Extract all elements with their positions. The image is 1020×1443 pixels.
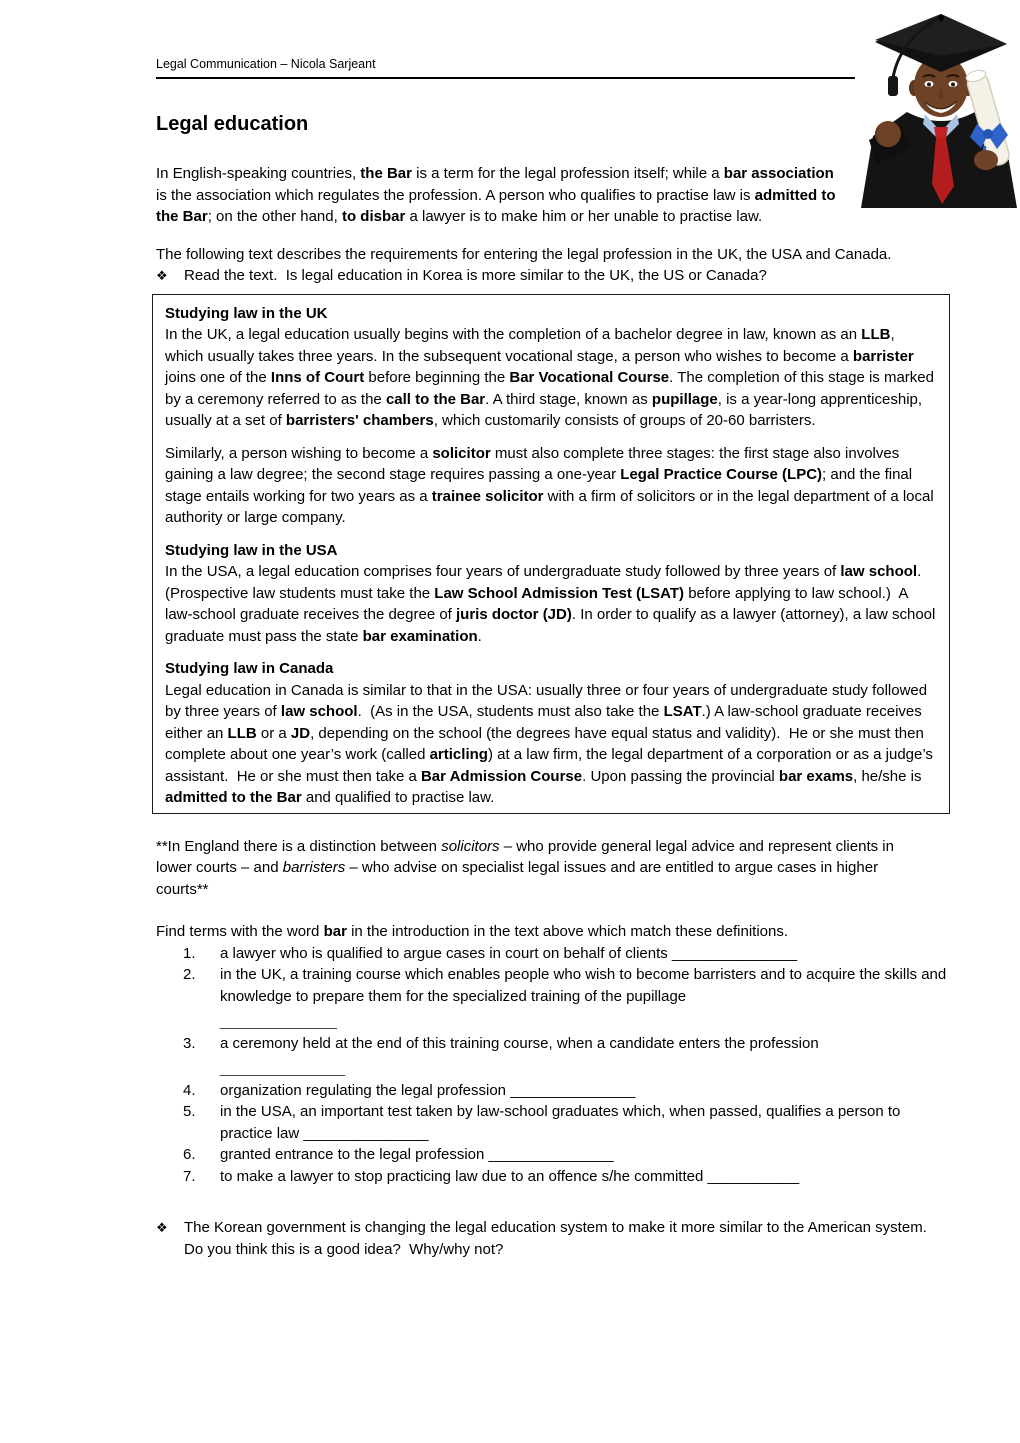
solicitors-barristers-footnote: **In England there is a distinction between solicitors – who provide general legal advice and represent clients in lower courts – and barristers – who advise on specialist legal issues and are entitled to argue cases in higher courts** — [156, 837, 899, 898]
section-paragraph: In the UK, a legal education usually begins with the completion of a bachelor degree in law, known as an LLB, which usually takes three years. In the subsequent vocational stage, a person who wishes to become a barrister joins one of the Inns of Court before beginning the Bar Vocational Course. The completion of this stage is marked by a ceremony referred to as the call to the Bar. A third stage, known as pupillage, is a year-long apprenticeship, usually at a set of barristers' chambers, which customarily consists of groups of 20-60 barristers. — [165, 326, 939, 429]
read-instruction-text: Read the text. Is legal education in Korea is more similar to the UK, the US or Canada? — [184, 267, 767, 284]
reading-text-box — [152, 294, 950, 814]
following-paragraph: The following text describes the requirements for entering the legal profession in the UK, the USA and Canada. — [156, 245, 892, 263]
section-studying-law-uk — [165, 303, 937, 529]
find-terms-instruction: Find terms with the word bar in the introduction in the text above which match these definitions. — [156, 923, 788, 940]
list-number: 6. — [183, 1146, 196, 1163]
korean-question-bullet — [156, 1217, 950, 1260]
section-heading: Studying law in the UK — [165, 304, 328, 322]
diamond-bullet-icon: ❖ — [156, 1220, 168, 1235]
list-item — [156, 964, 950, 1007]
section-paragraph: In the USA, a legal education comprises four years of undergraduate study followed by three years of law school. (Prospective law students must take the Law School Admission Test (LSAT) before applying to law school.) A law-school graduate receives the degree of juris doctor (JD). In order to qualify as a lawyer (attorney), a law school graduate must pass the state bar examination. — [165, 563, 940, 645]
section-studying-law-usa — [165, 540, 940, 648]
page-title: Legal education — [156, 113, 309, 135]
definition-text: organization regulating the legal profession _______________ — [220, 1081, 636, 1099]
page-header — [156, 0, 950, 79]
list-number: 7. — [183, 1167, 196, 1185]
list-item — [156, 1033, 950, 1055]
header-course-title: Legal Communication – Nicola Sarjeant — [156, 57, 376, 71]
list-number: 1. — [183, 944, 196, 962]
intro-paragraph: In English-speaking countries, the Bar is a term for the legal profession itself; while a bar association is the association which regulates the profession. A person who qualifies to practise law is admitted to the Bar; on the other hand, to disbar a lawyer is to make him or her unable to practise law. — [156, 165, 840, 225]
definition-text: granted entrance to the legal profession _______________ — [220, 1146, 614, 1163]
section-paragraph: Legal education in Canada is similar to that in the USA: usually three or four years of undergraduate study followed by three years of law school. (As in the USA, students must also take the LSAT.) A law-school graduate receives either an LLB or a JD, depending on the school (the degrees have equal status and validity). He or she must then complete about one year’s work (called articling) at a law firm, the legal department of a corporation or as a judge’s assistant. He or she must then take a Bar Admission Course. Upon passing the provincial bar exams, he/she is admitted to the Bar and qualified to practise law. — [165, 681, 938, 806]
list-item — [156, 1144, 950, 1166]
definition-text: to make a lawyer to stop practicing law due to an offence s/he committed ___________ — [220, 1167, 800, 1185]
definition-text: in the UK, a training course which enables people who wish to become barristers and to acquire the skills and knowledge to prepare them for the specialized training of the pupillage — [220, 966, 951, 1005]
section-heading: Studying law in Canada — [165, 660, 334, 677]
section-heading: Studying law in the USA — [165, 541, 338, 559]
list-number: 5. — [183, 1103, 196, 1120]
header-rule — [156, 77, 860, 79]
list-number: 3. — [183, 1034, 196, 1052]
list-item — [156, 1101, 950, 1144]
definitions-list — [156, 943, 950, 1188]
diamond-bullet-icon: ❖ — [156, 268, 168, 283]
answer-blank: ______________ — [220, 1013, 337, 1030]
definition-text: a lawyer who is qualified to argue cases in court on behalf of clients _______________ — [220, 944, 798, 962]
graduate-photo — [855, 8, 1020, 208]
list-item — [156, 1080, 950, 1102]
list-item — [156, 1166, 950, 1188]
tie — [934, 127, 948, 138]
answer-blank: _______________ — [220, 1060, 346, 1077]
list-number: 4. — [183, 1081, 196, 1099]
section-studying-law-canada — [165, 658, 937, 809]
section-paragraph: Similarly, a person wishing to become a solicitor must also complete three stages: the first stage also involves gaining a law degree; the second stage requires passing a one-year Legal Practice Course (LPC); and the final stage entails working for two years as a trainee solicitor with a firm of solicitors or in the legal department of a local authority or large company. — [165, 444, 938, 526]
read-instruction-bullet — [156, 265, 950, 287]
definition-text: in the USA, an important test taken by law-school graduates which, when passed, qualifies a person to practice law _______________ — [220, 1103, 905, 1142]
korean-question-text: The Korean government is changing the legal education system to make it more similar to the American system. Do you think this is a good idea? Why/why not? — [184, 1219, 936, 1258]
definition-text: a ceremony held at the end of this training course, when a candidate enters the profession — [220, 1034, 819, 1052]
hand-holding-diploma — [974, 150, 998, 170]
list-item — [156, 943, 950, 965]
list-number: 2. — [183, 966, 196, 983]
raised-fist — [875, 121, 901, 147]
